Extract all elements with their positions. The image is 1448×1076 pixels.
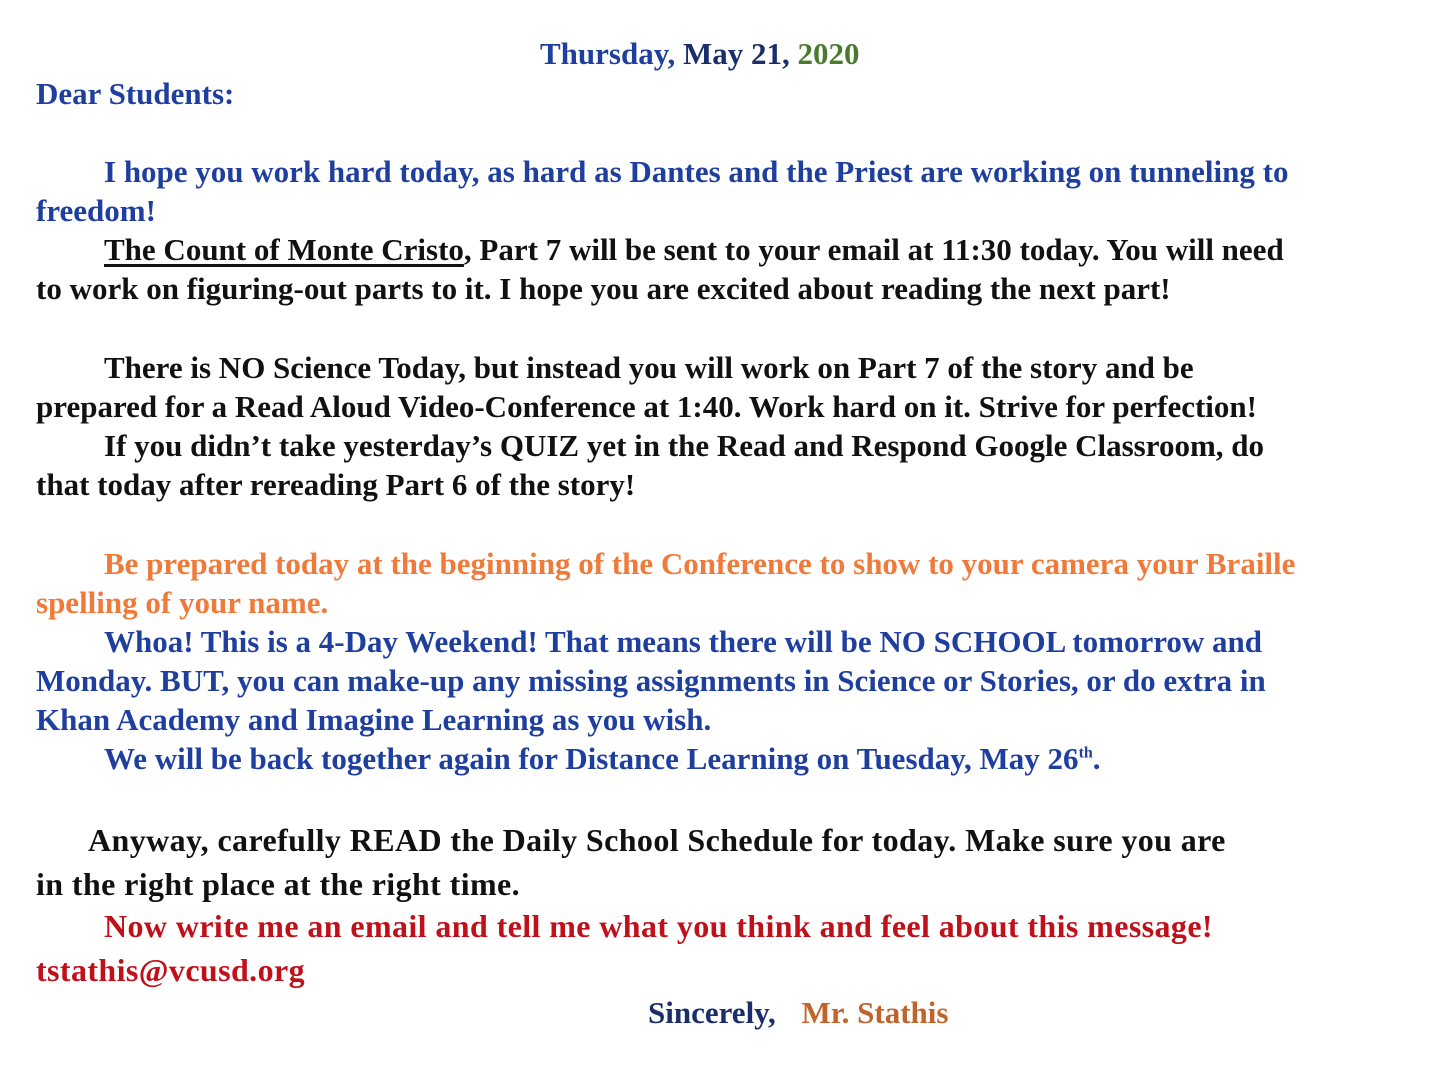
p6-line3: Khan Academy and Imagine Learning as you wish.	[36, 702, 712, 737]
p7-end: .	[1092, 741, 1101, 776]
closing-sincerely: Sincerely,	[648, 995, 776, 1030]
date-monthday: May 21,	[683, 36, 790, 71]
p9-line1: Now write me an email and tell me what you think and feel about this message!	[104, 908, 1213, 944]
closing-line	[648, 997, 948, 1028]
p7-superscript: th	[1078, 744, 1093, 762]
greeting: Dear Students:	[36, 76, 235, 111]
closing-signature: Mr. Stathis	[801, 995, 949, 1030]
p5-line2: spelling of your name.	[36, 585, 329, 620]
p4-line2: that today after rereading Part 6 of the story!	[36, 467, 636, 502]
p2-line1-rest: , Part 7 will be sent to your email at 11:30 today. You will need	[463, 232, 1284, 267]
date-year: 2020	[797, 36, 860, 71]
p2-line2: to work on figuring-out parts to it. I hope you are excited about reading the next part!	[36, 271, 1171, 306]
p1-line1: I hope you work hard today, as hard as Dantes and the Priest are working on tunneling to	[104, 154, 1289, 189]
p8-line2: in the right place at the right time.	[36, 866, 521, 902]
p7-line	[104, 743, 1101, 774]
p4-line1: If you didn’t take yesterday’s QUIZ yet in the Read and Respond Google Classroom, do	[104, 428, 1265, 463]
p5-line1: Be prepared today at the beginning of the Conference to show to your camera your Braille	[104, 546, 1296, 581]
date-weekday: Thursday	[540, 36, 668, 71]
p2-line1	[104, 234, 1284, 265]
p6-line2: Monday. BUT, you can make-up any missing assignments in Science or Stories, or do extra in	[36, 663, 1266, 698]
book-title: The Count of Monte Cristo	[104, 232, 464, 267]
p6-line1: Whoa! This is a 4-Day Weekend! That means there will be NO SCHOOL tomorrow and	[104, 624, 1263, 659]
p1-line2: freedom!	[36, 193, 156, 228]
teacher-email[interactable]: tstathis@vcusd.org	[36, 952, 305, 988]
p7-text: We will be back together again for Distance Learning on Tuesday, May 26	[104, 741, 1079, 776]
p8-line1: Anyway, carefully READ the Daily School Schedule for today. Make sure you are	[88, 822, 1226, 858]
date-line	[540, 38, 860, 69]
p3-line2: prepared for a Read Aloud Video-Conference at 1:40. Work hard on it. Strive for perfection!	[36, 389, 1257, 424]
date-comma: ,	[667, 36, 676, 71]
p3-line1: There is NO Science Today, but instead you will work on Part 7 of the story and be	[104, 350, 1194, 385]
